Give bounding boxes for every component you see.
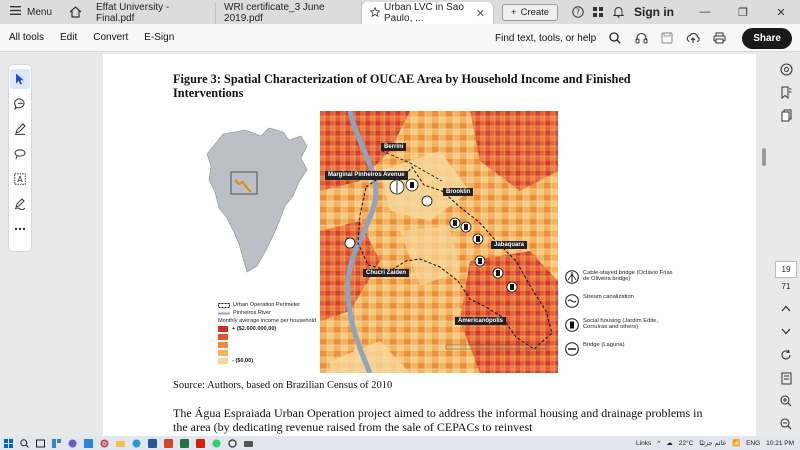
- read-aloud-icon[interactable]: [628, 24, 654, 52]
- language-indicator[interactable]: ENG: [746, 439, 761, 447]
- star-icon[interactable]: [370, 7, 380, 20]
- windows-start-icon[interactable]: [0, 436, 16, 450]
- chevron-up-tray-icon[interactable]: ^: [657, 439, 661, 447]
- map-label-jabaquara: Jabaquara: [491, 241, 527, 249]
- map-label-chucri-zaiden: Chucri Zaiden: [363, 269, 409, 277]
- chrome-icon[interactable]: [96, 436, 112, 450]
- close-tab-icon[interactable]: ✕: [475, 7, 486, 20]
- legend-cable-bridge: Cable-stayed bridge (Octávio Frias de Oliveira bridge): [565, 270, 675, 284]
- upload-cloud-icon[interactable]: [680, 24, 706, 52]
- page-indicator: [775, 261, 797, 297]
- more-tools-icon[interactable]: [10, 219, 30, 239]
- legend-stream-canalization: Stream canalization: [565, 294, 675, 308]
- tab-bar: [0, 0, 800, 24]
- widgets-icon[interactable]: [48, 436, 64, 450]
- plus-icon: +: [511, 6, 517, 18]
- toolbar-convert[interactable]: Convert: [93, 32, 129, 43]
- weather-text: غائم جزئيًا: [699, 440, 726, 447]
- left-tools-panel: [8, 64, 32, 252]
- legend-income-low: - ($0,00): [232, 358, 254, 364]
- temperature[interactable]: 22°C: [678, 439, 694, 447]
- tab-wri-certificate[interactable]: [216, 2, 362, 24]
- apps-grid-icon[interactable]: [588, 0, 608, 24]
- pages-icon[interactable]: [775, 104, 797, 127]
- housing-icon: [565, 318, 579, 332]
- clock[interactable]: 10:21 PM: [766, 439, 794, 447]
- help-icon[interactable]: [568, 0, 588, 24]
- tab-urban-lvc[interactable]: [362, 2, 494, 24]
- zoom-in-icon[interactable]: [775, 390, 797, 413]
- system-tray: [636, 436, 800, 450]
- word-icon[interactable]: [144, 436, 160, 450]
- chevron-up-icon[interactable]: [775, 297, 797, 320]
- toolbar-all-tools[interactable]: All tools: [9, 32, 45, 43]
- bookmarks-icon[interactable]: [775, 81, 797, 104]
- add-text-icon[interactable]: [10, 169, 30, 189]
- cable-bridge-icon: [565, 270, 579, 284]
- page-thumbnail-icon[interactable]: [775, 367, 797, 390]
- zoom-out-icon[interactable]: [775, 413, 797, 436]
- select-cursor-icon[interactable]: [10, 69, 30, 89]
- legend-river: Pinheiros River: [233, 310, 271, 316]
- chat-app-icon[interactable]: [64, 436, 80, 450]
- legend-income-high: + ($2.600.000,00): [232, 326, 277, 332]
- main-toolbar: [0, 24, 800, 52]
- tab-title: WRI certificate_3 June 2019.pdf: [224, 2, 325, 24]
- tab-effat-university[interactable]: [88, 2, 216, 24]
- save-icon[interactable]: [654, 24, 680, 52]
- signature-icon[interactable]: [10, 194, 30, 214]
- share-button[interactable]: Share: [742, 28, 792, 49]
- map-label-brooklin: Brooklin: [443, 188, 473, 196]
- print-icon[interactable]: [706, 24, 732, 52]
- whatsapp-icon[interactable]: [208, 436, 224, 450]
- current-page-input[interactable]: 19: [775, 261, 797, 278]
- home-button[interactable]: [62, 0, 88, 24]
- vertical-scrollbar[interactable]: [760, 54, 768, 436]
- toolbar-edit[interactable]: Edit: [60, 32, 78, 43]
- edge-icon[interactable]: [128, 436, 144, 450]
- stream-icon: [565, 294, 579, 308]
- legend-social-housing: Social housing (Jardim Edite, Corruíras and others): [565, 318, 675, 332]
- search-icon[interactable]: [602, 24, 628, 52]
- city-inset-map: [203, 126, 315, 276]
- find-tools-search[interactable]: Find text, tools, or help: [495, 32, 597, 44]
- map-legend-interventions: [565, 270, 675, 366]
- map-label-americanopolis: Americanópolis: [455, 317, 506, 325]
- bridge-icon: [565, 342, 579, 356]
- figure-source: Source: Authors, based on Brazilian Census of 2010: [173, 380, 393, 391]
- figure-title: Figure 3: Spatial Characterization of OUCAE Area by Household Income and Finished Interventions: [173, 72, 631, 100]
- scrollbar-thumb[interactable]: [762, 148, 766, 166]
- wifi-icon[interactable]: 📶: [731, 440, 741, 447]
- sign-in-button[interactable]: Sign in: [634, 5, 674, 19]
- map-label-berrini: Berrini: [381, 143, 406, 151]
- file-explorer-icon[interactable]: [112, 436, 128, 450]
- legend-income-title: Monthly average income per household: [218, 318, 316, 324]
- acrobat-icon[interactable]: [192, 436, 208, 450]
- task-view-icon[interactable]: [32, 436, 48, 450]
- highlight-pen-icon[interactable]: [10, 119, 30, 139]
- taskbar-search-icon[interactable]: [16, 436, 32, 450]
- body-paragraph: The Água Espraiada Urban Operation project aimed to address the informal housing and drainage problems in the area (by dedicating revenue raised from the sale of CEPACs to reinvest: [173, 406, 703, 434]
- chevron-down-icon[interactable]: [775, 320, 797, 343]
- notification-bell-icon[interactable]: [608, 0, 628, 24]
- os-taskbar: [0, 436, 800, 450]
- total-pages: 71: [781, 282, 791, 292]
- store-app-icon[interactable]: [80, 436, 96, 450]
- restore-window-icon[interactable]: ❐: [738, 6, 748, 19]
- camera-app-icon[interactable]: [240, 436, 256, 450]
- home-icon: [69, 6, 82, 18]
- menu-label: Menu: [27, 6, 53, 18]
- tab-title: Effat University - Final.pdf: [96, 2, 170, 24]
- add-comment-icon[interactable]: [10, 94, 30, 114]
- powerpoint-icon[interactable]: [160, 436, 176, 450]
- menu-button[interactable]: [0, 0, 62, 24]
- ai-assistant-icon[interactable]: [775, 58, 797, 81]
- income-color-ramp: [218, 326, 228, 364]
- legend-perimeter: Urban Operation Perimeter: [218, 302, 318, 308]
- draw-freehand-icon[interactable]: [10, 144, 30, 164]
- map-label-marginal: Marginal Pinheiros Avenue: [325, 171, 408, 180]
- refresh-icon[interactable]: [775, 344, 797, 367]
- right-rail: [772, 54, 800, 436]
- map-legend-income: [218, 302, 318, 364]
- toolbar-e-sign[interactable]: E-Sign: [144, 32, 175, 43]
- legend-bridge-laguna: Bridge (Laguna): [565, 342, 675, 356]
- svg-text:?: ?: [576, 7, 580, 17]
- pdf-page: [103, 54, 756, 436]
- weather-icon: ☁: [666, 440, 673, 447]
- create-label: Create: [520, 6, 550, 18]
- links-toolbar[interactable]: Links: [636, 439, 652, 447]
- excel-icon[interactable]: [176, 436, 192, 450]
- tab-title: Urban LVC in Sao Paulo, ...: [384, 2, 464, 24]
- minimize-window-icon[interactable]: —: [699, 6, 711, 18]
- create-button[interactable]: [502, 4, 558, 21]
- settings-icon[interactable]: [224, 436, 240, 450]
- hamburger-icon: [10, 6, 21, 18]
- svg-text:A: A: [17, 175, 23, 184]
- close-window-icon[interactable]: ✕: [776, 6, 786, 19]
